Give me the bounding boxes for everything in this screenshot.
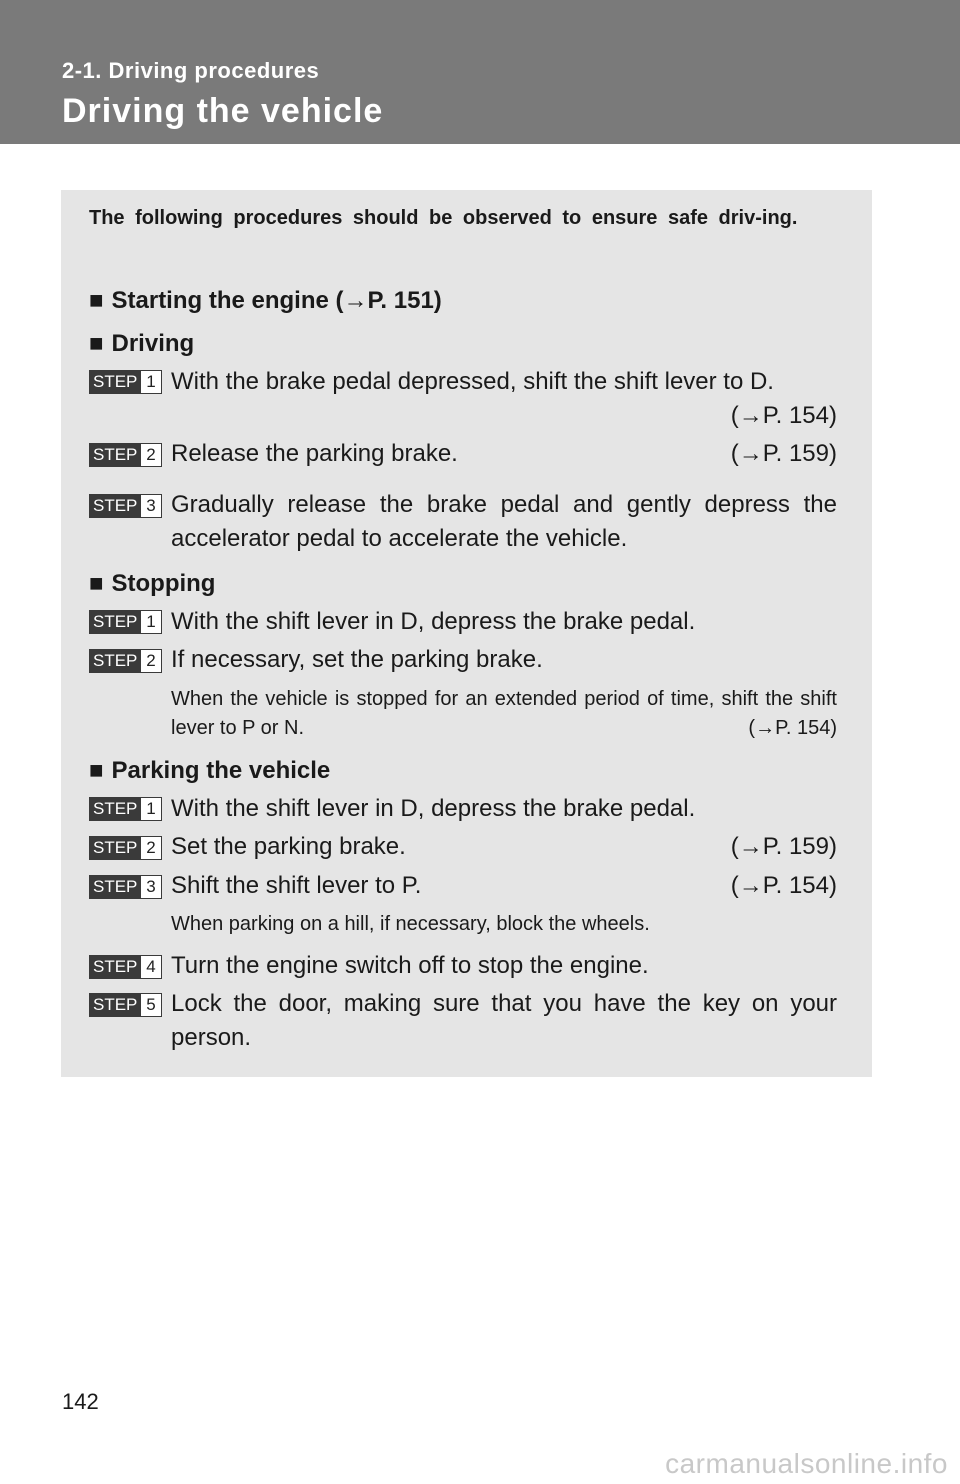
heading-label: Parking the vehicle — [111, 757, 331, 784]
page-reference: (→P. 159) — [730, 833, 837, 860]
square-bullet-icon: ■ — [89, 287, 104, 314]
step-badge: STEP 1 — [89, 610, 162, 634]
heading-label: Stopping — [111, 570, 216, 597]
step-badge: STEP 4 — [89, 955, 162, 979]
step-badge: STEP 2 — [89, 649, 162, 673]
square-bullet-icon: ■ — [89, 757, 104, 784]
step-text: Gradually release the brake pedal and gently depress the accelerator pedal to accelerate the vehicle. — [171, 491, 837, 552]
page-reference: (→P. 154) — [748, 717, 837, 739]
heading-label: Starting the engine (→P. 151) — [111, 287, 442, 314]
step-text: If necessary, set the parking brake. — [171, 646, 543, 673]
page-number: 142 — [62, 1389, 99, 1414]
step-text: With the shift lever in D, depress the brake pedal. — [171, 608, 696, 635]
watermark: carmanualsonline.info — [665, 1448, 948, 1479]
step-text: With the brake pedal depressed, shift the shift lever to D. — [171, 368, 774, 395]
step-text: Turn the engine switch off to stop the engine. — [171, 952, 649, 979]
section-label: 2-1. Driving procedures — [62, 58, 320, 83]
note-text: When the vehicle is stopped for an extended period of time, shift the shift lever to P or N. — [171, 688, 837, 739]
page-reference: (→P. 154) — [730, 402, 837, 429]
step-text: Shift the shift lever to P. — [171, 872, 422, 899]
step-badge: STEP 2 — [89, 836, 162, 860]
heading-parking — [89, 756, 330, 786]
step-badge: STEP 1 — [89, 797, 162, 821]
step-badge: STEP 3 — [89, 875, 162, 899]
step-badge: STEP 2 — [89, 443, 162, 467]
step-badge: STEP 5 — [89, 993, 162, 1017]
step-text: Release the parking brake. — [171, 440, 458, 467]
page-reference: (→P. 154) — [730, 872, 837, 899]
square-bullet-icon: ■ — [89, 570, 104, 597]
note-text: When parking on a hill, if necessary, block the wheels. — [171, 913, 650, 935]
square-bullet-icon: ■ — [89, 330, 104, 357]
heading-stopping — [89, 569, 215, 599]
step-text: With the shift lever in D, depress the brake pedal. — [171, 795, 696, 822]
step-text: Set the parking brake. — [171, 833, 406, 860]
step-badge: STEP 3 — [89, 494, 162, 518]
heading-starting-engine — [89, 286, 442, 316]
step-badge: STEP 1 — [89, 370, 162, 394]
heading-label: Driving — [111, 330, 195, 357]
page-title: Driving the vehicle — [62, 92, 384, 130]
intro-text: The following procedures should be observed to ensure safe driv-ing. — [89, 207, 798, 229]
header-bar — [0, 0, 960, 144]
page-reference: (→P. 159) — [730, 440, 837, 467]
heading-driving — [89, 329, 194, 359]
step-text: Lock the door, making sure that you have the key on your person. — [171, 990, 837, 1051]
